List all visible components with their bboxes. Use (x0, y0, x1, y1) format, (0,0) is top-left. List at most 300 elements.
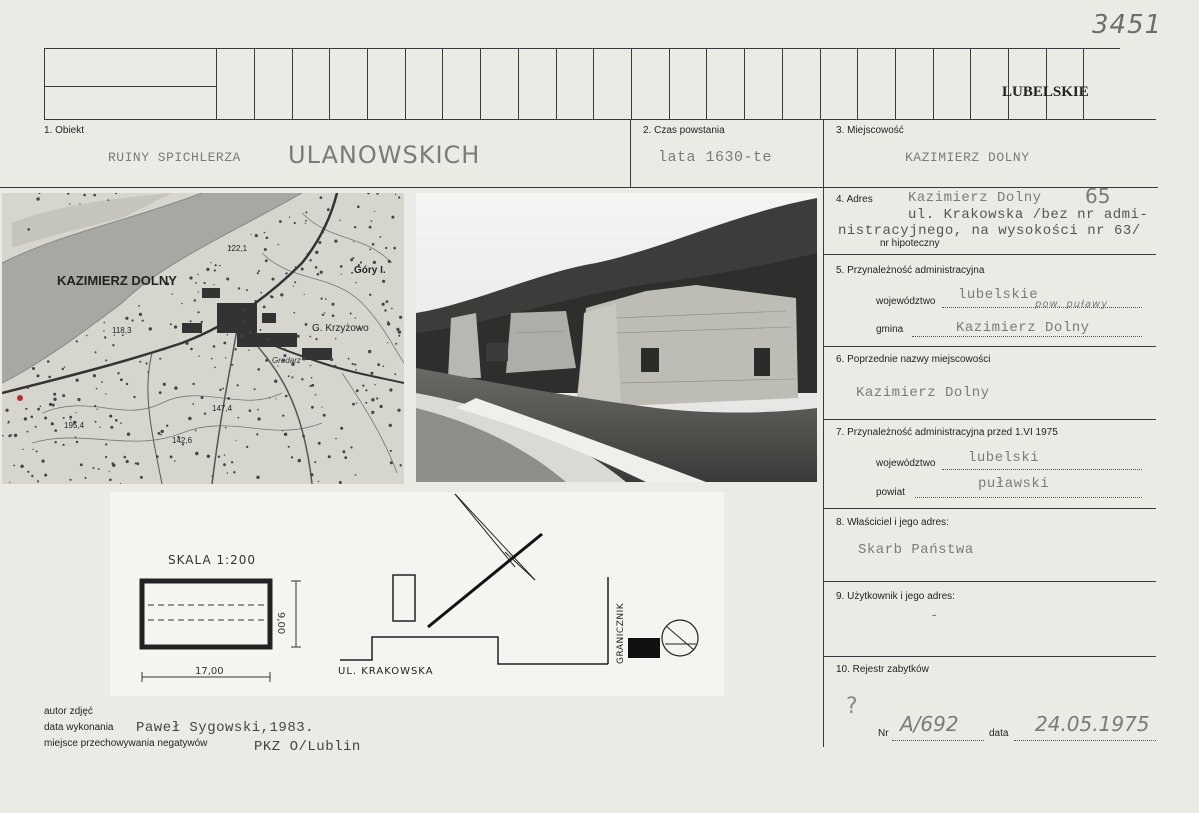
row1-bottom (0, 187, 1158, 188)
map-dot (332, 303, 335, 306)
map-dot (178, 344, 180, 346)
map-dot (284, 433, 287, 436)
map-dot (189, 276, 192, 279)
plan-drawing (110, 492, 724, 696)
map-dot (40, 406, 42, 408)
map-dot (223, 463, 226, 466)
map-dot (37, 480, 39, 482)
data-value: 24.05.1975 (1035, 712, 1150, 736)
map-dot (98, 468, 100, 470)
map-dot (382, 303, 385, 306)
map-dot (14, 434, 17, 437)
map-dot (334, 365, 337, 368)
map-dot (310, 473, 313, 476)
map-dot (198, 356, 199, 357)
map-dot (307, 253, 309, 255)
map-dot (49, 403, 52, 406)
map-dot (384, 309, 386, 311)
map-dot (135, 462, 137, 464)
map-dot (362, 385, 364, 387)
map-dot (53, 398, 56, 401)
map-dot (86, 335, 88, 337)
wlasciciel-label: 8. Właściciel i jego adres: (836, 517, 949, 528)
map-dot (274, 380, 277, 383)
map-dot (278, 244, 279, 245)
powiat-value: puławski (978, 476, 1050, 492)
divider-1 (630, 119, 631, 187)
przynaleznosc-label: 5. Przynależność administracyjna (836, 265, 985, 276)
wlasciciel-value: Skarb Państwa (858, 542, 974, 558)
uzytkownik-value: - (930, 608, 939, 624)
map-dot (302, 435, 305, 438)
map-dot (305, 211, 307, 213)
grid-column-line (631, 48, 632, 119)
map-dot (315, 266, 318, 269)
map-dot (9, 482, 10, 483)
map-dot (166, 425, 168, 427)
autor-label: autor zdjęć (44, 706, 93, 717)
map-dot (147, 371, 148, 372)
map-dot (323, 231, 324, 232)
map-dot (215, 264, 217, 266)
grid-column-line (518, 48, 519, 119)
map-dot (305, 223, 306, 224)
map-dot (207, 455, 210, 458)
map-dot (76, 340, 78, 342)
map-dot (231, 364, 233, 366)
map-grodarz-label: Grodarz (272, 356, 301, 365)
map-dot (231, 461, 233, 463)
map-dot (382, 280, 385, 283)
map-dot (109, 471, 110, 472)
map-dot (63, 417, 65, 419)
map-dot (120, 378, 123, 381)
map-dot (314, 461, 316, 463)
map-dot (395, 343, 397, 345)
map-dot (201, 396, 204, 399)
map-dot (159, 358, 161, 360)
map-dot (264, 232, 266, 234)
map-dot (257, 272, 259, 274)
map-dot (92, 467, 94, 469)
map-dot (127, 433, 130, 436)
map-dot (248, 350, 249, 351)
map-dot (20, 465, 23, 468)
map-dot (198, 291, 199, 292)
map-dot (13, 465, 15, 467)
map-dot (160, 434, 162, 436)
grid-column-line (292, 48, 293, 119)
map-elev-4: 147,4 (212, 404, 233, 413)
adres-bottom (824, 254, 1156, 255)
woj-przed-value: lubelski (968, 450, 1040, 466)
map-dot (75, 437, 77, 439)
map-dot (298, 459, 301, 462)
map-dot (197, 274, 198, 275)
map-dot (246, 289, 248, 291)
map-dot (264, 248, 267, 251)
map-dot (227, 334, 229, 336)
przyn-bottom (824, 346, 1156, 347)
grid-column-line (820, 48, 821, 119)
map-dot (340, 265, 343, 268)
map-dot (31, 416, 34, 419)
map-dot (96, 388, 98, 390)
region-name: LUBELSKIE (1002, 84, 1089, 100)
map-dot (2, 435, 4, 437)
map-dot (140, 476, 143, 479)
map-dot (387, 342, 388, 343)
map-elev-1: 122,1 (227, 244, 248, 253)
plan-scale: SKALA 1:200 (168, 553, 257, 567)
map-dot (76, 412, 77, 413)
map-dot (320, 196, 323, 199)
map-dot (352, 257, 354, 259)
autor-value: Paweł Sygowski,1983. (136, 720, 315, 736)
obiekt-value: RUINY SPICHLERZA (108, 150, 241, 165)
map-dot (369, 226, 372, 229)
wojewodztwo-label: województwo (876, 296, 936, 307)
map-dot (214, 367, 216, 369)
map-dot (99, 427, 100, 428)
map-dot (398, 330, 401, 333)
map-dot (399, 316, 402, 319)
map-dot (214, 467, 215, 468)
map-dot (309, 259, 311, 261)
map-elev-2: 118,3 (112, 326, 132, 335)
map-dot (206, 289, 207, 290)
map-dot (305, 323, 308, 326)
data-label: data (989, 728, 1009, 739)
map-dot (213, 345, 216, 348)
map-dot (93, 374, 96, 377)
map-dot (225, 357, 226, 358)
map-dot (69, 416, 72, 419)
map-dot (260, 329, 262, 331)
map-dot (112, 464, 115, 467)
map-dot (181, 303, 182, 304)
map-dot (354, 363, 356, 365)
map-dot (393, 247, 396, 250)
grid-column-line (782, 48, 783, 119)
map-dot (267, 338, 270, 341)
map-dot (190, 348, 193, 351)
grid-column-line (254, 48, 255, 119)
grid-column-line (480, 48, 481, 119)
map-dot (27, 228, 30, 231)
map-dot (389, 424, 392, 427)
map-dot (197, 311, 199, 313)
map-dot (104, 322, 106, 324)
miejsce-label: miejsce przechowywania negatywów (44, 738, 208, 749)
map-dot (356, 389, 359, 392)
data-wykonania-label: data wykonania (44, 722, 114, 733)
poprzednie-value: Kazimierz Dolny (856, 385, 990, 401)
map-dot (120, 422, 122, 424)
plan-granicznik: GRANICZNIK (616, 602, 626, 664)
map-dot (22, 449, 23, 450)
map-dot (397, 409, 400, 412)
nr-label: Nr (878, 728, 889, 739)
map-dot (204, 413, 206, 415)
map-dot (51, 422, 54, 425)
map-dot (396, 328, 399, 331)
map-dot (318, 241, 321, 244)
map-dot (37, 374, 40, 377)
map-dot (270, 295, 272, 297)
map-dot (398, 335, 400, 337)
poprz-bottom (824, 419, 1156, 420)
map-dot (390, 450, 392, 452)
map-dot (311, 377, 313, 379)
map-dot (47, 360, 50, 363)
map-dot (370, 372, 373, 375)
map-dot (8, 423, 9, 424)
map-dot (36, 451, 38, 453)
uzyt-bottom (824, 656, 1156, 657)
map-dot (170, 456, 173, 459)
map-dot (229, 370, 230, 371)
adres-hand-number: 65 (1085, 184, 1111, 208)
grid-column-line (857, 48, 858, 119)
map-dot (257, 409, 259, 411)
grid-column-line (933, 48, 934, 119)
grid-column-line (442, 48, 443, 119)
map-dot (103, 330, 104, 331)
map-dot (139, 361, 141, 363)
map-dot (36, 197, 39, 200)
map-dot (354, 226, 356, 228)
map-dot (357, 205, 360, 208)
powiat-label: powiat (876, 487, 905, 498)
map-dot (238, 287, 240, 289)
map-dot (125, 317, 128, 320)
map-dot (108, 199, 110, 201)
map-dot (269, 397, 270, 398)
map-dot (31, 475, 33, 477)
map-dot (104, 336, 106, 338)
map-dot (315, 394, 317, 396)
map-dot (52, 404, 55, 407)
grid-column-line (367, 48, 368, 119)
card-number: 3451 (1092, 10, 1163, 40)
map-dot (243, 309, 246, 312)
map-dot (327, 348, 329, 350)
map-dot (224, 454, 225, 455)
adres-line2: ul. Krakowska /bez nr admi- (908, 207, 1149, 223)
map-dot (63, 444, 65, 446)
photo-drawing (416, 193, 817, 482)
map-dot (159, 391, 162, 394)
map-dot (142, 320, 144, 322)
map-dot (376, 397, 378, 399)
map-dot (210, 262, 211, 263)
map-dot (380, 405, 383, 408)
map-dot (318, 442, 321, 445)
grid-bottom-border (44, 119, 1156, 120)
map-dot (352, 363, 354, 365)
map-dot (146, 362, 148, 364)
map-dot (285, 395, 288, 398)
map-dot (371, 411, 374, 414)
map-dot (258, 417, 261, 420)
map-dot (79, 203, 80, 204)
map-krzyzowo-label: G. Krzyżowo (312, 323, 369, 334)
nr-dotline (892, 740, 984, 741)
miejsce-value: PKZ O/Lublin (254, 739, 361, 755)
map-dot (133, 396, 135, 398)
map-dot (391, 216, 394, 219)
map-dot (25, 408, 27, 410)
map-dot (101, 381, 103, 383)
map-dot (115, 419, 118, 422)
map-dot (275, 398, 276, 399)
obiekt-label: 1. Obiekt (44, 125, 85, 136)
map-dot (256, 476, 259, 479)
divider-2 (823, 119, 824, 747)
map-dot (207, 268, 209, 270)
map-dot (368, 350, 371, 353)
map-dot (218, 456, 220, 458)
map-dot (350, 258, 353, 261)
map-dot (355, 282, 356, 283)
map-dot (237, 384, 239, 386)
map-dot (97, 409, 98, 410)
map-dot (219, 389, 221, 391)
map-dot (294, 222, 296, 224)
map-dot (390, 461, 393, 464)
map-dot (279, 220, 282, 223)
map-dot (188, 417, 191, 420)
map-dot (80, 463, 83, 466)
map-dot (373, 261, 376, 264)
map-dot (227, 472, 228, 473)
map-dot (195, 452, 198, 455)
grid-column-line (706, 48, 707, 119)
map-dot (325, 298, 327, 300)
map-dot (109, 415, 112, 418)
przed-bottom (824, 508, 1156, 509)
map-dot (192, 403, 194, 405)
powiat-dotline (915, 497, 1142, 498)
grid-column-line (895, 48, 896, 119)
map-dot (238, 417, 240, 419)
map-dot (255, 300, 257, 302)
map-dot (258, 270, 260, 272)
pow-note: pow. puławy (1035, 299, 1109, 310)
map-dot (383, 366, 385, 368)
map-dot (149, 327, 152, 330)
woj-dotline (942, 307, 1142, 308)
map-dot (294, 281, 296, 283)
map-dot (395, 194, 396, 195)
map-dot (48, 376, 51, 379)
map-dot (394, 373, 396, 375)
map-dot (291, 456, 293, 458)
map-dot (233, 471, 235, 473)
map-dot (249, 409, 252, 412)
map-dot (348, 358, 350, 360)
map-dot (339, 220, 340, 221)
map-dot (318, 481, 319, 482)
map-dot (350, 313, 352, 315)
map-dot (112, 344, 114, 346)
rejestr-label: 10. Rejestr zabytków (836, 664, 929, 675)
map-dot (295, 266, 296, 267)
map-dot (301, 268, 304, 271)
map-dot (44, 474, 47, 477)
map-dot (6, 409, 9, 412)
map-dot (321, 298, 323, 300)
map-dot (240, 334, 243, 337)
woj-przed-dotline (942, 469, 1142, 470)
map-dot (158, 432, 161, 435)
map-dot (360, 261, 362, 263)
map-dot (37, 408, 40, 411)
map-dot (322, 314, 324, 316)
map-dot (317, 273, 320, 276)
adres-line1: Kazimierz Dolny (908, 190, 1042, 206)
map-dot (350, 446, 352, 448)
map-dot (341, 274, 342, 275)
map-elev-5: 142,6 (172, 436, 193, 445)
map-dot (8, 435, 11, 438)
map-dot (109, 479, 112, 482)
plan-dim-h: 9,00 (275, 612, 286, 635)
wojewodztwo-value: lubelskie (958, 287, 1039, 303)
map-dot (85, 477, 87, 479)
map-dot (250, 234, 251, 235)
map-dot (54, 429, 57, 432)
grid-top-border (44, 48, 1120, 49)
map-dot (174, 460, 176, 462)
map-dot (288, 446, 290, 448)
map-dot (272, 278, 275, 281)
grid-column-line (669, 48, 670, 119)
map-dot (344, 456, 347, 459)
map-dot (194, 299, 196, 301)
map-dot (311, 406, 314, 409)
map-dot (309, 336, 311, 338)
map-dot (195, 282, 197, 284)
map-dot (374, 211, 375, 212)
map-dot (76, 379, 79, 382)
plan-street: UL. KRAKOWSKA (338, 666, 434, 677)
map-dot (335, 338, 336, 339)
map-dot (282, 415, 284, 417)
map-dot (371, 220, 373, 222)
map-dot (105, 443, 107, 445)
map-dot (246, 446, 248, 448)
map-dot (69, 203, 70, 204)
map-dot (282, 430, 283, 431)
map-dot (170, 323, 172, 325)
map-dot (132, 319, 134, 321)
map-drawing (2, 193, 404, 484)
map-dot (379, 236, 381, 238)
map-dot (172, 293, 173, 294)
map-dot (35, 426, 37, 428)
map-dot (351, 272, 353, 274)
map-dot (136, 462, 139, 465)
map-dot (398, 196, 400, 198)
map-dot (352, 403, 355, 406)
map-dot (76, 441, 78, 443)
map-dot (280, 293, 283, 296)
map-dot (110, 364, 111, 365)
adres-label: 4. Adres (836, 194, 873, 205)
map-dot (195, 430, 197, 432)
